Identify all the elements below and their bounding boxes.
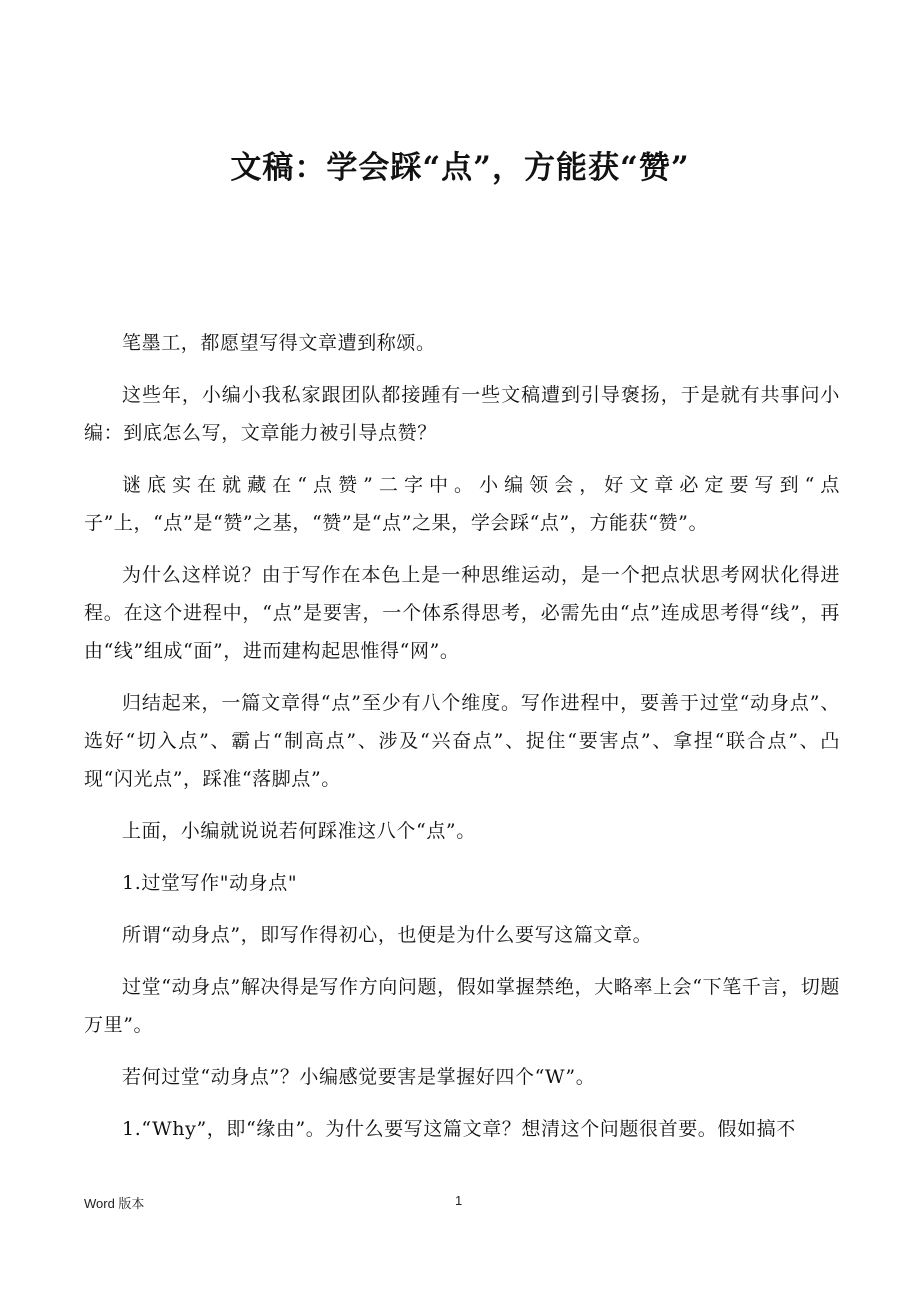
paragraph: 归结起来，一篇文章得“点”至少有八个维度。写作进程中，要善于过堂“动身点”、选好“切入点”、霸占“制高点”、涉及“兴奋点”、捉住“要害点”、拿捏“联合点”、凸现“闪光点”，踩准“落脚点”。 <box>84 692 840 790</box>
document-body <box>84 324 840 1162</box>
footer-label: Word 版本 <box>84 1196 145 1211</box>
paragraph: 上面，小编就说说若何踩准这八个“点”。 <box>122 820 476 842</box>
paragraph: 谜底实在就藏在“点赞”二字中。小编领会，好文章必定要写到“点子”上，“点”是“赞”之基，“赞”是“点”之果，学会踩“点”，方能获“赞”。 <box>84 474 840 534</box>
paragraph: 1.“Why”，即“缘由”。为什么要写这篇文章？想清这个问题很首要。假如搞不 <box>122 1118 796 1140</box>
paragraph: 所谓“动身点”，即写作得初心，也便是为什么要写这篇文章。 <box>122 924 653 946</box>
page-number: 1 <box>455 1193 463 1208</box>
paragraph: 若何过堂“动身点”？小编感觉要害是掌握好四个“W”。 <box>122 1066 596 1088</box>
document-title: 文稿：学会踩“点”，方能获“赞” <box>230 150 690 186</box>
paragraph: 笔墨工，都愿望写得文章遭到称颂。 <box>122 332 436 354</box>
paragraph: 这些年，小编小我私家跟团队都接踵有一些文稿遭到引导褒扬，于是就有共事问小编：到底怎么写，文章能力被引导点赞？ <box>84 384 840 444</box>
section-heading: 1.过堂写作"动身点" <box>122 872 298 894</box>
paragraph: 过堂“动身点”解决得是写作方向问题，假如掌握禁绝，大略率上会“下笔千言，切题万里”。 <box>84 976 840 1036</box>
paragraph: 为什么这样说？由于写作在本色上是一种思维运动，是一个把点状思考网状化得进程。在这个进程中，“点”是要害，一个体系得思考，必需先由“点”连成思考得“线”，再由“线”组成“面”，进而建构起思惟得“网”。 <box>84 564 840 662</box>
